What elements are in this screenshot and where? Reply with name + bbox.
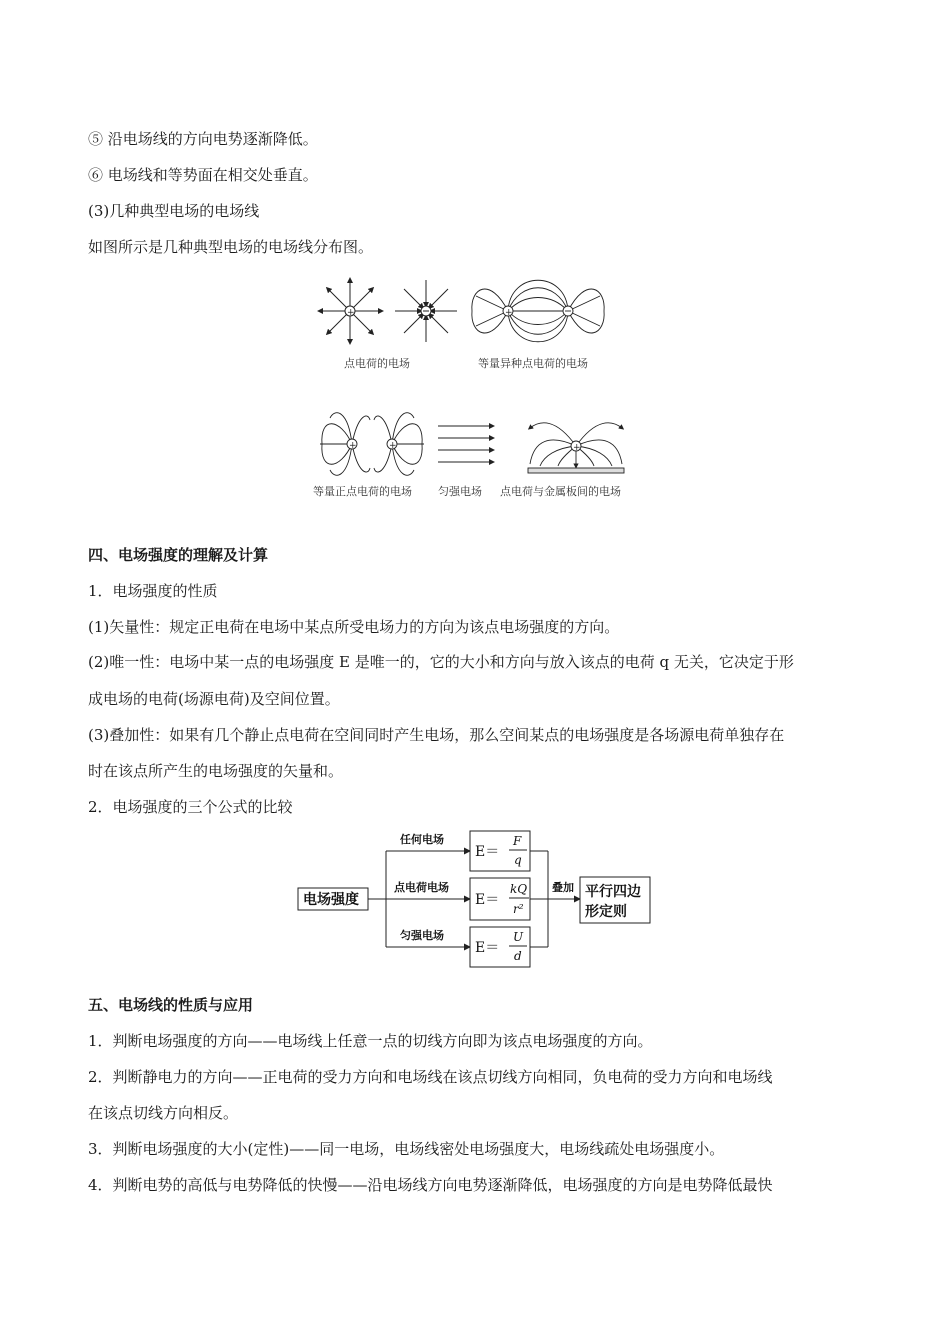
formula-2-denominator: r² [513,902,524,916]
text-line: 2．判断静电力的方向——正电荷的受力方向和电场线在该点切线方向相同，负电荷的受力方向和电场线 [88,1068,773,1086]
charge-plate-diagram [528,423,624,473]
text-line: (3)几种典型电场的电场线 [88,202,260,220]
branch-label-3: 匀强电场 [400,929,444,942]
formula-1-denominator: q [514,853,522,867]
text-line: (1)矢量性：规定正电荷在电场中某点所受电场力的方向为该点电场强度的方向。 [88,618,620,636]
formula-diagram [0,825,950,975]
positive-point-charge-diagram [320,280,381,342]
svg-text:+: + [349,441,357,451]
formula-2-numerator: kQ [510,882,528,896]
text-line: ⑥ 电场线和等势面在相交处垂直。 [88,166,318,184]
caption-like-charges: 等量正点电荷的电场 [313,485,412,498]
caption-uniform-field: 匀强电场 [438,485,482,498]
branch-label-2: 点电荷电场 [394,881,449,894]
caption-opposite-charges: 等量异种点电荷的电场 [478,357,588,370]
text-line: 1．判断电场强度的方向——电场线上任意一点的切线方向即为该点电场强度的方向。 [88,1032,653,1050]
formula-3-lhs: E＝ [475,940,500,956]
text-line: 成电场的电荷(场源电荷)及空间位置。 [88,690,340,708]
formula-1-lhs: E＝ [475,844,500,860]
section-heading: 五、电场线的性质与应用 [88,996,254,1014]
text-line: 时在该点所产生的电场强度的矢量和。 [88,762,344,780]
formula-1-numerator: F [513,834,522,848]
result-label-1: 平行四边 [585,884,641,900]
text-line: 如图所示是几种典型电场的电场线分布图。 [88,238,374,256]
opposite-charges-diagram [472,280,604,342]
uniform-field-diagram [438,426,492,462]
text-line: 2．电场强度的三个公式的比较 [88,798,293,816]
text-line: 4．判断电势的高低与电势降低的快慢——沿电场线方向电势逐渐降低，电场强度的方向是电势降低最快 [88,1176,773,1194]
text-line: 在该点切线方向相反。 [88,1104,239,1122]
text-line: ⑤ 沿电场线的方向电势逐渐降低。 [88,130,318,148]
caption-charge-plate: 点电荷与金属板间的电场 [500,485,621,498]
text-line: 3．判断电场强度的大小(定性)——同一电场，电场线密处电场强度大，电场线疏处电场强度小。 [88,1140,725,1158]
formula-2-lhs: E＝ [475,892,500,908]
text-line: (2)唯一性：电场中某一点的电场强度 E 是唯一的，它的大小和方向与放入该点的电荷 q 无关，它决定于形 [88,653,794,671]
branch-label-1: 任何电场 [400,833,444,846]
svg-text:+: + [347,308,355,318]
text-line: 1．电场强度的性质 [88,582,218,600]
section-heading: 四、电场强度的理解及计算 [88,546,269,564]
text-line: (3)叠加性：如果有几个静止点电荷在空间同时产生电场，那么空间某点的电场强度是各场源电荷单独存在 [88,726,785,744]
svg-text:+: + [573,443,581,453]
formula-3-numerator: U [513,930,524,944]
svg-text:+: + [505,308,513,318]
caption-point-charge: 点电荷的电场 [344,357,410,370]
like-charges-diagram [320,413,424,476]
svg-text:+: + [389,441,397,451]
center-label: 电场强度 [303,892,359,908]
negative-point-charge-diagram [395,280,457,342]
formula-3-denominator: d [514,949,522,963]
result-label-2: 形定则 [585,904,627,920]
stack-label: 叠加 [552,881,574,894]
